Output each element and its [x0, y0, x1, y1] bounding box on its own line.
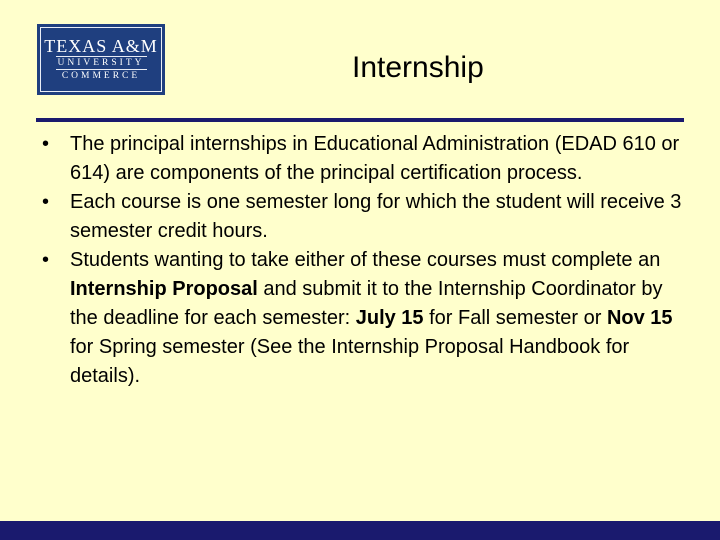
bullet-icon: •	[42, 133, 50, 155]
bullet-icon: •	[42, 249, 50, 271]
bullet-item	[42, 188, 692, 246]
bullet-text-segment: for Fall semester or	[423, 307, 607, 329]
bullet-icon: •	[42, 191, 50, 213]
slide-title: Internship	[352, 51, 484, 84]
deadline-spring: Nov 15	[606, 307, 673, 329]
logo-frame	[40, 27, 162, 92]
bullet-text-segment: and submit it to the Internship Coordinator by the deadline for each semester:	[70, 278, 663, 329]
bullet-text-segment: for Spring semester (See the Internship Proposal Handbook for details).	[70, 336, 630, 387]
bullet-text: Each course is one semester long for which the student will receive 3 semester credit hours.	[70, 191, 682, 242]
university-logo	[37, 24, 165, 95]
bullet-item	[42, 130, 692, 188]
logo-line-2: UNIVERSITY	[57, 58, 145, 68]
logo-line-3: COMMERCE	[61, 71, 141, 81]
bullet-bold-term: Internship Proposal	[70, 278, 258, 300]
bullet-text-segment: Students wanting to take either of these courses must complete an	[70, 249, 661, 271]
deadline-fall: July 15	[355, 307, 424, 329]
bullet-item	[42, 246, 692, 391]
logo-line-1: TEXAS A&M	[44, 36, 158, 56]
footer-bar	[0, 521, 720, 540]
bullet-list	[42, 130, 692, 391]
bullet-text: The principal internships in Educational Administration (EDAD 610 or 614) are components of the principal certification process.	[70, 133, 680, 184]
title-divider	[36, 118, 684, 122]
